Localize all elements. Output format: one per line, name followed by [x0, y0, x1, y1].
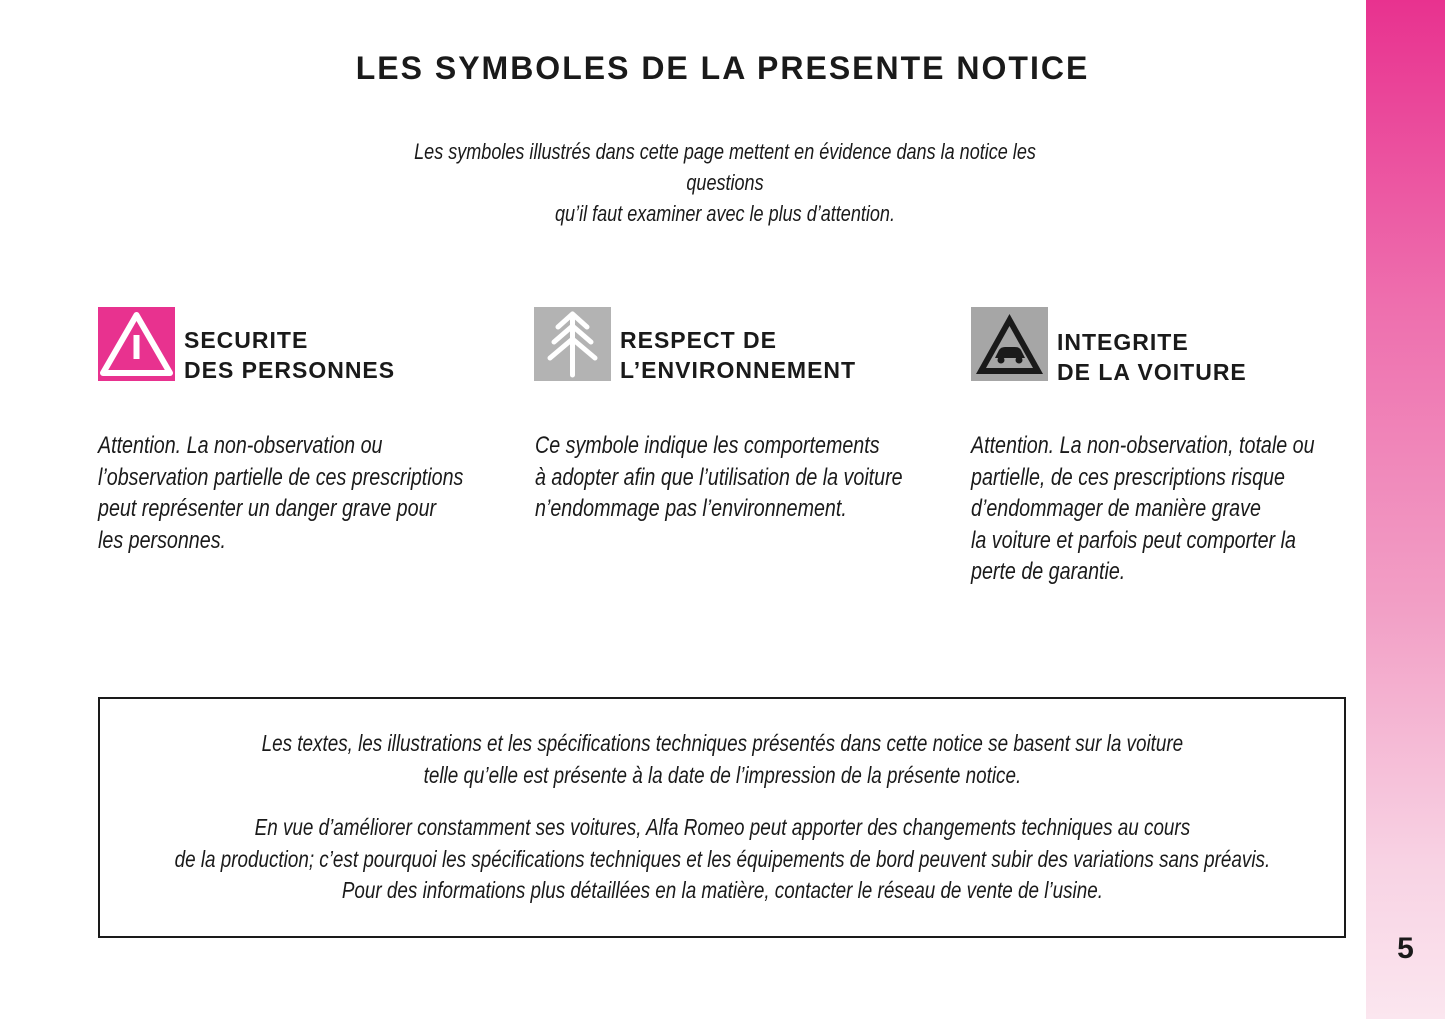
description-line: Ce symbole indique les comportements	[535, 432, 880, 459]
heading-line: INTEGRITE	[1057, 329, 1189, 355]
description-environnement	[535, 430, 903, 525]
description-line: perte de garantie.	[971, 558, 1126, 585]
description-line: partielle, de ces prescriptions risque	[971, 463, 1285, 491]
description-integrite	[971, 430, 1315, 588]
heading-line: DE LA VOITURE	[1057, 359, 1247, 385]
intro-text	[377, 136, 1074, 229]
notice-paragraph-2	[130, 812, 1315, 907]
car-warning-icon	[971, 307, 1048, 381]
heading-line: RESPECT DE	[620, 327, 777, 353]
description-line: Attention. La non-observation, totale ou	[971, 432, 1315, 459]
heading-line: L’ENVIRONNEMENT	[620, 357, 857, 383]
heading-environnement	[620, 325, 856, 385]
warning-triangle-icon	[98, 307, 175, 381]
heading-integrite	[1057, 327, 1247, 387]
intro-line: Les symboles illustrés dans cette page mettent en évidence dans la notice les questions	[414, 139, 1036, 195]
page-number: 5	[1397, 932, 1414, 965]
description-line: peut représenter un danger grave pour	[98, 495, 437, 522]
page-title: LES SYMBOLES DE LA PRESENTE NOTICE	[355, 50, 1090, 86]
notice-line: telle qu’elle est présente à la date de l’impression de la présente notice.	[423, 761, 1022, 788]
notice-line: Pour des informations plus détaillées en la matière, contacter le réseau de vente de l’usine.	[341, 877, 1103, 903]
tree-icon	[534, 307, 611, 381]
notice-line: Les textes, les illustrations et les spécifications techniques présentés dans cette notice se basent sur la voiture	[261, 730, 1184, 756]
description-line: l’observation partielle de ces prescriptions	[98, 463, 464, 491]
description-line: la voiture et parfois peut comporter la	[971, 526, 1296, 554]
description-securite	[98, 430, 463, 556]
notice-line: de la production; c’est pourquoi les spécifications techniques et les équipements de bord peuvent subir des variations sans préavis.	[174, 845, 1271, 872]
intro-line: qu’il faut examiner avec le plus d’attention.	[555, 201, 895, 226]
page-side-band	[1366, 0, 1445, 1019]
heading-line: DES PERSONNES	[184, 357, 396, 383]
notice-paragraph-1	[130, 728, 1315, 791]
description-line: n’endommage pas l’environnement.	[535, 495, 847, 522]
heading-line: SECURITE	[184, 327, 309, 353]
description-line: d’endommager de manière grave	[971, 495, 1261, 522]
notice-line: En vue d’améliorer constamment ses voitures, Alfa Romeo peut apporter des changements techniques au cours	[254, 814, 1191, 840]
description-line: les personnes.	[98, 526, 226, 554]
heading-securite	[184, 325, 395, 385]
description-line: à adopter afin que l’utilisation de la voiture	[535, 463, 903, 491]
description-line: Attention. La non-observation ou	[98, 432, 383, 459]
